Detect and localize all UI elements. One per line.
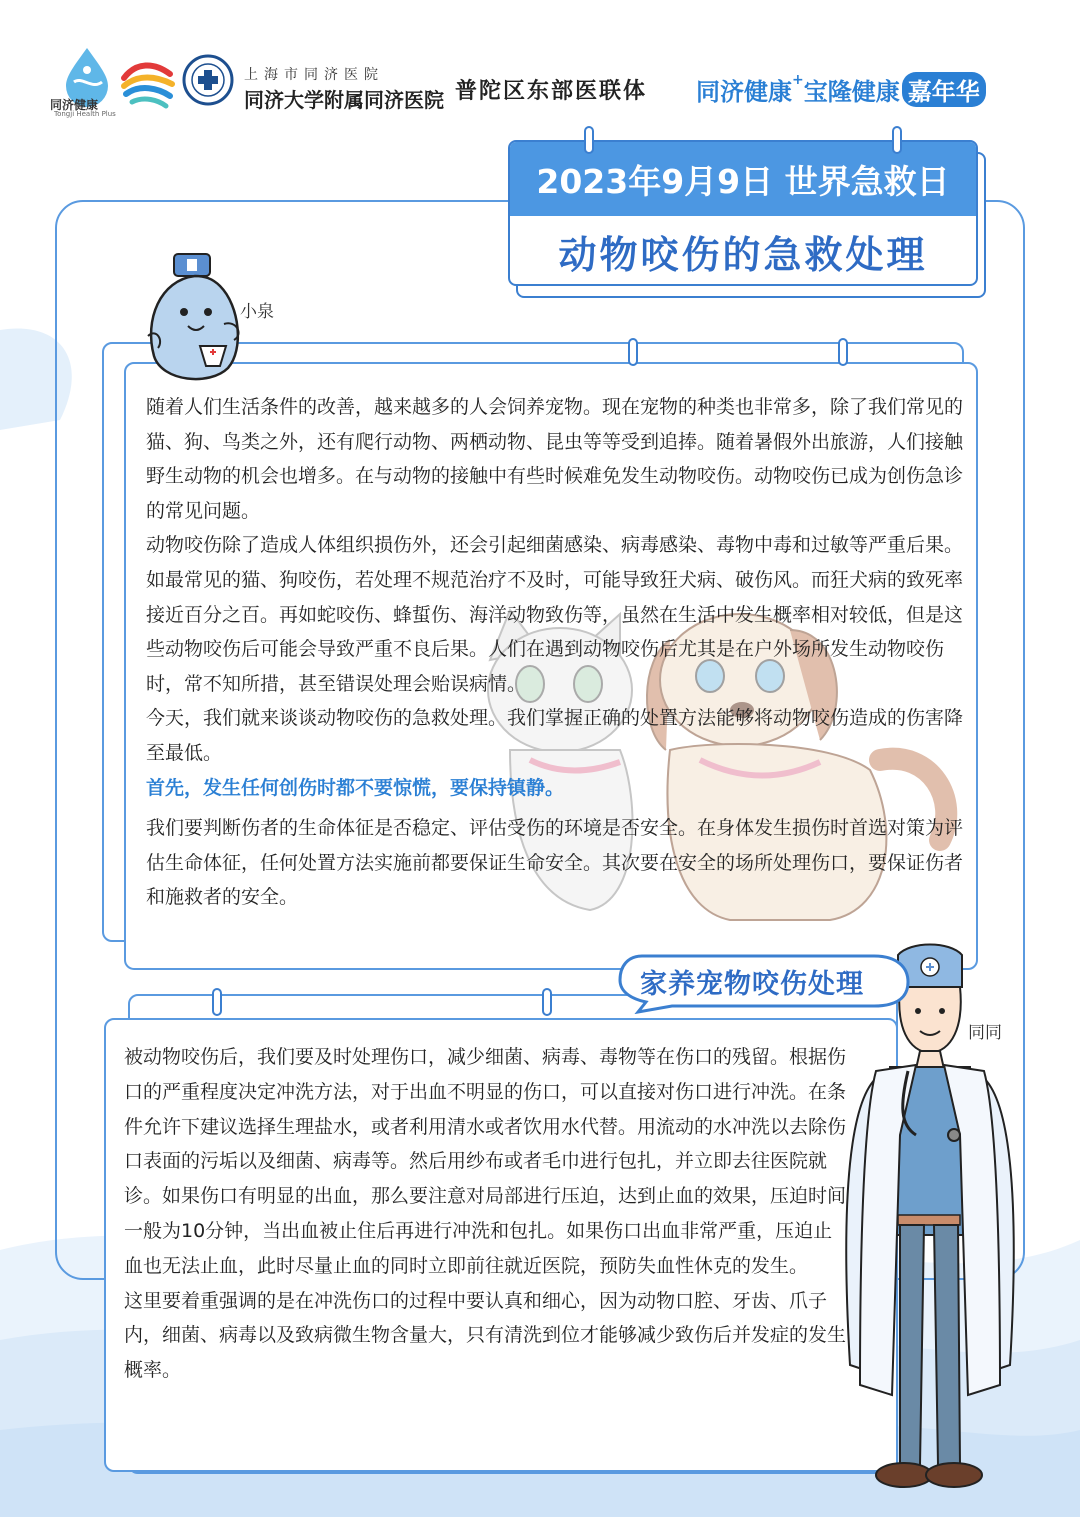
title-card — [508, 140, 986, 298]
xiaoquan-name-label: 小泉 — [240, 302, 274, 322]
binder-ring-icon — [584, 126, 594, 154]
plus-icon: + — [792, 72, 804, 88]
carnival-part1: 同济健康 — [696, 78, 792, 106]
pet-bite-text — [124, 1040, 846, 1388]
intro-paragraph-4: 我们要判断伤者的生命体征是否稳定、评估受伤的环境是否安全。在身体发生损伤时首选对策为评估生命体征，任何处置方法实施前都要保证生命安全。其次要在安全的场所处理伤口，要保证伤者和施救者的安全。 — [146, 817, 964, 909]
binder-ring-icon — [542, 988, 552, 1016]
carnival-badge: 嘉年华 — [902, 72, 986, 107]
tongtong-name-label: 同同 — [968, 1023, 1002, 1043]
hospital-seal-icon — [182, 54, 234, 106]
intro-text — [146, 390, 966, 915]
section-heading: 家养宠物咬伤处理 — [640, 969, 864, 1000]
binder-ring-icon — [892, 126, 902, 154]
intro-paragraph-2: 动物咬伤除了造成人体组织损伤外，还会引起细菌感染、病毒感染、毒物中毒和过敏等严重后果。如最常见的猫、狗咬伤，若处理不规范治疗不及时，可能导致狂犬病、破伤风。而狂犬病的致死率接近百分之百。再如蛇咬伤、蜂蜇伤、海洋动物致伤等，虽然在生活中发生概率相对较低，但是这些动物咬伤后可能会导致严重不良后果。人们在遇到动物咬伤后尤其是在户外场所发生动物咬伤时，常不知所措，甚至错误处理会贻误病情。 — [146, 534, 964, 695]
pet-bite-paragraph-1: 被动物咬伤后，我们要及时处理伤口，减少细菌、病毒、毒物等在伤口的残留。根据伤口的严重程度决定冲洗方法，对于出血不明显的伤口，可以直接对伤口进行冲洗。在条件允许下建议选择生理盐水，或者利用清水或者饮用水代替。用流动的水冲洗以去除伤口表面的污垢以及细菌、病毒等。然后用纱布或者毛巾进行包扎，并立即去往医院就诊。如果伤口有明显的出血，那么要注意对局部进行压迫，达到止血的效果，压迫时间一般为10分钟，当出血被止住后再进行冲洗和包扎。如果伤口出血非常严重，压迫止血也无法止血，此时尽量止血的同时立即前往就近医院，预防失血性休克的发生。 — [124, 1046, 847, 1277]
binder-ring-icon — [838, 338, 848, 366]
tongji-health-logo-text: 同济健康 — [50, 98, 99, 112]
carnival-part2: 宝隆健康 — [803, 78, 900, 106]
hospital-name-line1: 上海市同济医院 — [244, 67, 384, 83]
intro-paragraph-3: 今天，我们就来谈谈动物咬伤的急救处理。我们掌握正确的处置方法能够将动物咬伤造成的伤害降至最低。 — [146, 707, 964, 764]
health-carnival-logo — [696, 72, 986, 107]
title-date-bar — [510, 142, 976, 216]
intro-paragraph-1: 随着人们生活条件的改善，越来越多的人会饲养宠物。现在宠物的种类也非常多，除了我们常见的猫、狗、鸟类之外，还有爬行动物、两栖动物、昆虫等等受到追捧。随着暑假外出旅游，人们接触野生动物的机会也增多。在与动物的接触中有些时候难免发生动物咬伤。动物咬伤已成为创伤急诊的常见问题。 — [146, 396, 964, 522]
binder-ring-icon — [212, 988, 222, 1016]
ribbon-logo-icon — [118, 54, 178, 114]
binder-ring-icon — [628, 338, 638, 366]
title-date: 2023年9月9日 世界急救日 — [536, 161, 950, 201]
header — [0, 40, 1080, 130]
title-card-front — [508, 140, 978, 286]
district-alliance-name: 普陀区东部医联体 — [455, 78, 648, 104]
page-title: 动物咬伤的急救处理 — [558, 232, 928, 277]
highlight-text: 首先，发生任何创伤时都不要惊慌，要保持镇静。 — [146, 776, 565, 799]
xiaoquan-mascot-icon — [140, 250, 250, 390]
hospital-name-line2: 同济大学附属同济医院 — [244, 88, 444, 112]
pet-bite-paragraph-2: 这里要着重强调的是在冲洗伤口的过程中要认真和细心，因为动物口腔、牙齿、爪子内，细菌、病毒以及致病微生物含量大，只有清洗到位才能够减少致伤后并发症的发生概率。 — [124, 1289, 847, 1382]
tongji-health-logo-subtext: Tongji Health Plus — [54, 110, 116, 118]
